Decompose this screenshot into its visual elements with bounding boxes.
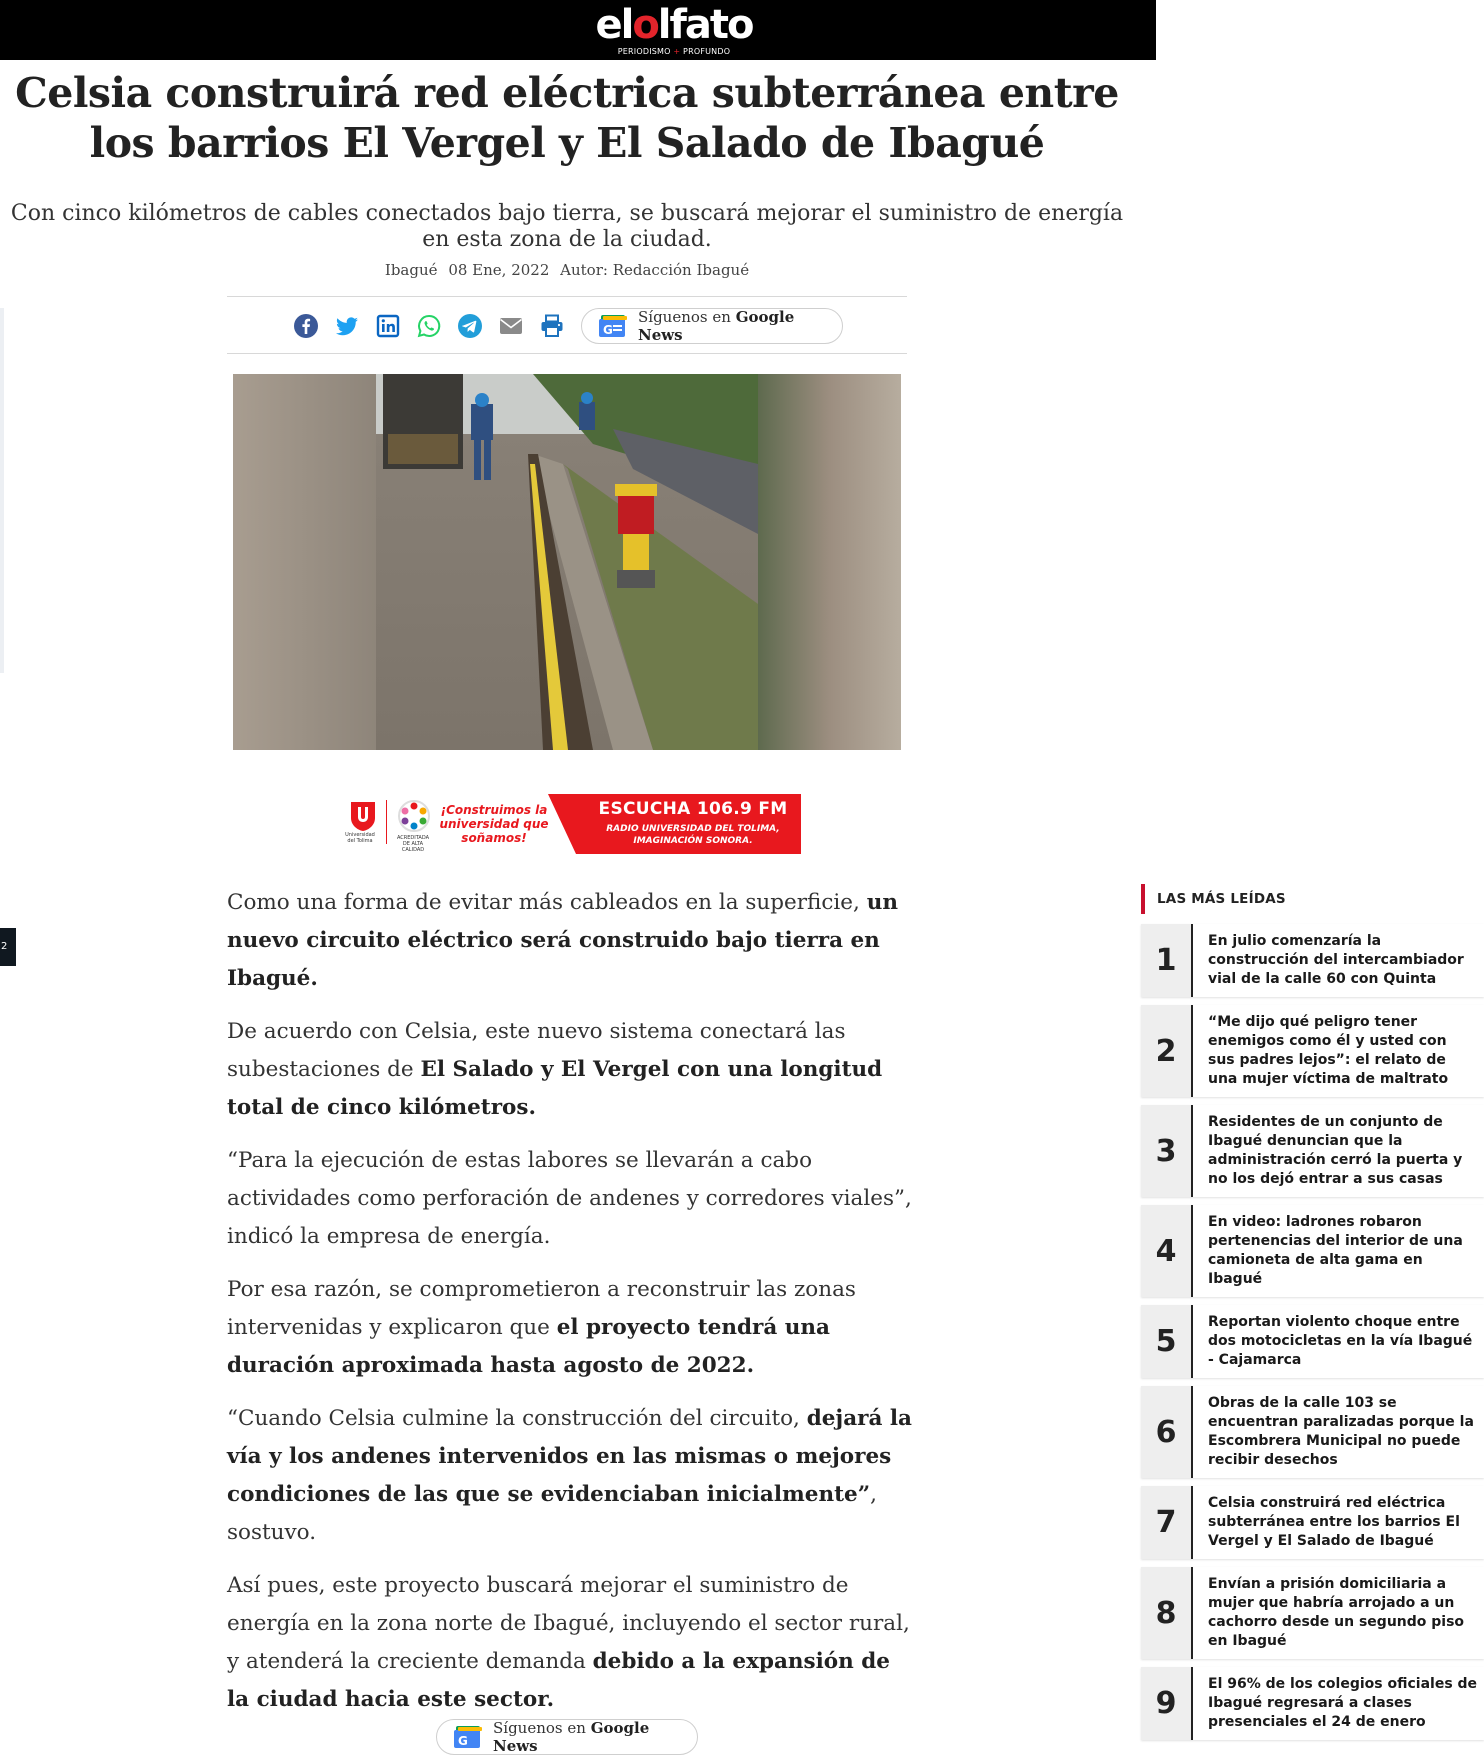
article-hero-image [233, 374, 901, 750]
article-title: Celsia construirá red eléctrica subterránea entre los barrios El Vergel y El Salado de Ibagué [15, 69, 1119, 167]
article-subtitle: Con cinco kilómetros de cables conectados bajo tierra, se buscará mejorar el suministro de energía en esta zona de la ciudad. [10, 201, 1124, 252]
most-read-item[interactable] [1141, 1667, 1484, 1740]
paragraph-text: , sostuvo. [227, 1482, 877, 1545]
ad-subline [593, 823, 793, 847]
most-read-title[interactable]: En julio comenzaría la construcción del intercambiador vial de la calle 60 con Quinta [1208, 933, 1464, 987]
left-edge-strip [0, 308, 4, 673]
google-news-follow-button-bottom[interactable] [436, 1719, 698, 1755]
rank-number: 8 [1141, 1567, 1193, 1659]
meta-date: 08 Ene, 2022 [448, 261, 550, 279]
svg-text:G: G [458, 1734, 468, 1748]
google-news-icon [453, 1724, 485, 1750]
google-news-prefix: Síguenos en [638, 308, 731, 326]
floating-chip[interactable]: 2 [0, 928, 16, 966]
meta-author: Autor: Redacción Ibagué [560, 261, 750, 279]
most-read-title[interactable]: Reportan violento choque entre dos motocicletas en la vía Ibagué - Cajamarca [1208, 1314, 1473, 1368]
most-read-item[interactable] [1141, 1486, 1484, 1559]
most-read-title[interactable]: En video: ladrones robaron pertenencias del interior de una camioneta de alta gama en Ibagué [1208, 1214, 1463, 1287]
rank-number: 3 [1141, 1105, 1193, 1197]
logo-tagline-right: PROFUNDO [683, 47, 731, 56]
most-read-title[interactable]: Celsia construirá red eléctrica subterránea entre los barrios El Vergel y El Salado de Ibagué [1208, 1495, 1460, 1549]
most-read-title[interactable]: Envían a prisión domiciliaria a mujer que habría arrojado a un cachorro desde un segundo piso en Ibagué [1208, 1576, 1465, 1649]
rank-number: 5 [1141, 1305, 1193, 1378]
paragraph-text: De acuerdo con Celsia, este nuevo sistema conectará las subestaciones de [227, 1019, 846, 1082]
rank-number: 2 [1141, 1005, 1193, 1097]
google-news-label: Google News [638, 308, 795, 344]
site-logo[interactable] [594, 2, 754, 58]
article-paragraph-2 [227, 1013, 917, 1127]
paragraph-bold-text: debido a la expansión de la ciudad hacia este sector. [227, 1649, 890, 1712]
most-read-list [1141, 924, 1484, 1748]
university-shield-icon [349, 800, 377, 832]
article-body [227, 884, 917, 1734]
most-read-item[interactable] [1141, 1205, 1484, 1297]
construction-photo [233, 374, 901, 750]
rank-number: 7 [1141, 1486, 1193, 1559]
paragraph-text: Así pues, este proyecto buscará mejorar el suministro de energía en la zona norte de Ibagué, incluyendo el sector rural, y atenderá la creciente demanda [227, 1573, 910, 1674]
email-icon[interactable] [498, 313, 524, 339]
twitter-icon[interactable] [334, 313, 360, 339]
radio-banner-ad[interactable] [343, 794, 801, 854]
article-paragraph-6 [227, 1567, 917, 1719]
paragraph-text: Por esa razón, se comprometieron a reconstruir las zonas intervenidas y explicaron que [227, 1277, 856, 1340]
ad-subline-1: RADIO UNIVERSIDAD DEL TOLIMA, [606, 824, 780, 834]
rank-number: 1 [1141, 924, 1193, 997]
most-read-title[interactable]: “Me dijo qué peligro tener enemigos como él y usted con sus padres lejos”: el relato de una mujer víctima de maltrato [1208, 1014, 1449, 1087]
most-read-title[interactable]: Obras de la calle 103 se encuentran paralizadas porque la Escombrera Municipal no puede recibir desechos [1208, 1395, 1474, 1468]
article-paragraph-5 [227, 1400, 917, 1552]
ad-university-caption: Universidad del Tolima [345, 832, 375, 844]
most-read-item[interactable] [1141, 1567, 1484, 1659]
accreditation-seal-icon [396, 798, 432, 834]
logo-text-lfato: lfato [657, 2, 753, 48]
whatsapp-icon[interactable] [416, 313, 442, 339]
ad-divider [386, 800, 387, 844]
article-paragraph-4 [227, 1271, 917, 1385]
ad-accreditation-caption: ACREDITADA DE ALTA CALIDAD [396, 835, 430, 853]
paragraph-bold-text: dejará la vía y los andenes intervenidos en las mismas o mejores condiciones de las que se evidenciaban inicialmente” [227, 1406, 912, 1507]
most-read-item[interactable] [1141, 1305, 1484, 1378]
ad-slogan: ¡Construimos la universidad que soñamos! [439, 803, 549, 845]
most-read-title[interactable]: El 96% de los colegios oficiales de Ibagué regresará a clases presenciales el 24 de enero [1208, 1676, 1478, 1730]
paragraph-text: “Cuando Celsia culmine la construcción del circuito, [227, 1406, 807, 1431]
ad-headline: ESCUCHA 106.9 FM [598, 799, 788, 819]
meta-city: Ibagué [384, 261, 438, 279]
most-read-title[interactable]: Residentes de un conjunto de Ibagué denuncian que la administración cerró la puerta y no los dejó entrar a sus casas [1208, 1114, 1463, 1187]
google-news-icon [598, 313, 630, 339]
logo-text-el: el [595, 2, 633, 48]
paragraph-text: Como una forma de evitar más cableados en la superficie, [227, 890, 867, 915]
site-header [0, 0, 1156, 60]
logo-tagline-left: PERIODISMO [617, 47, 671, 56]
article-meta [10, 261, 1124, 279]
rank-number: 6 [1141, 1386, 1193, 1478]
most-read-item[interactable] [1141, 1005, 1484, 1097]
most-read-item[interactable] [1141, 1105, 1484, 1197]
most-read-item[interactable] [1141, 1386, 1484, 1478]
article-paragraph-3: “Para la ejecución de estas labores se llevarán a cabo actividades como perforación de andenes y corredores viales”, indicó la empresa de energía. [227, 1148, 912, 1249]
logo-text-o: o [632, 2, 658, 48]
paragraph-bold-text: el proyecto tendrá una duración aproximada hasta agosto de 2022. [227, 1315, 830, 1378]
rank-number: 4 [1141, 1205, 1193, 1297]
paragraph-bold-text: un nuevo circuito eléctrico será construido bajo tierra en Ibagué. [227, 890, 898, 991]
linkedin-icon[interactable] [375, 313, 401, 339]
google-news-follow-button[interactable] [581, 308, 843, 344]
svg-text:G: G [603, 323, 613, 337]
article-paragraph-1 [227, 884, 917, 998]
share-bar [227, 296, 907, 354]
rank-number: 9 [1141, 1667, 1193, 1740]
facebook-icon[interactable] [293, 313, 319, 339]
most-read-item[interactable] [1141, 924, 1484, 997]
ad-subline-2: IMAGINACIÓN SONORA. [633, 836, 753, 846]
print-icon[interactable] [539, 313, 565, 339]
paragraph-bold-text: El Salado y El Vergel con una longitud total de cinco kilómetros. [227, 1057, 883, 1120]
telegram-icon[interactable] [457, 313, 483, 339]
google-news-label: Google News [493, 1719, 650, 1755]
most-read-heading: LAS MÁS LEÍDAS [1141, 884, 1286, 914]
google-news-prefix: Síguenos en [493, 1719, 586, 1737]
logo-tagline-plus: + [673, 47, 681, 56]
